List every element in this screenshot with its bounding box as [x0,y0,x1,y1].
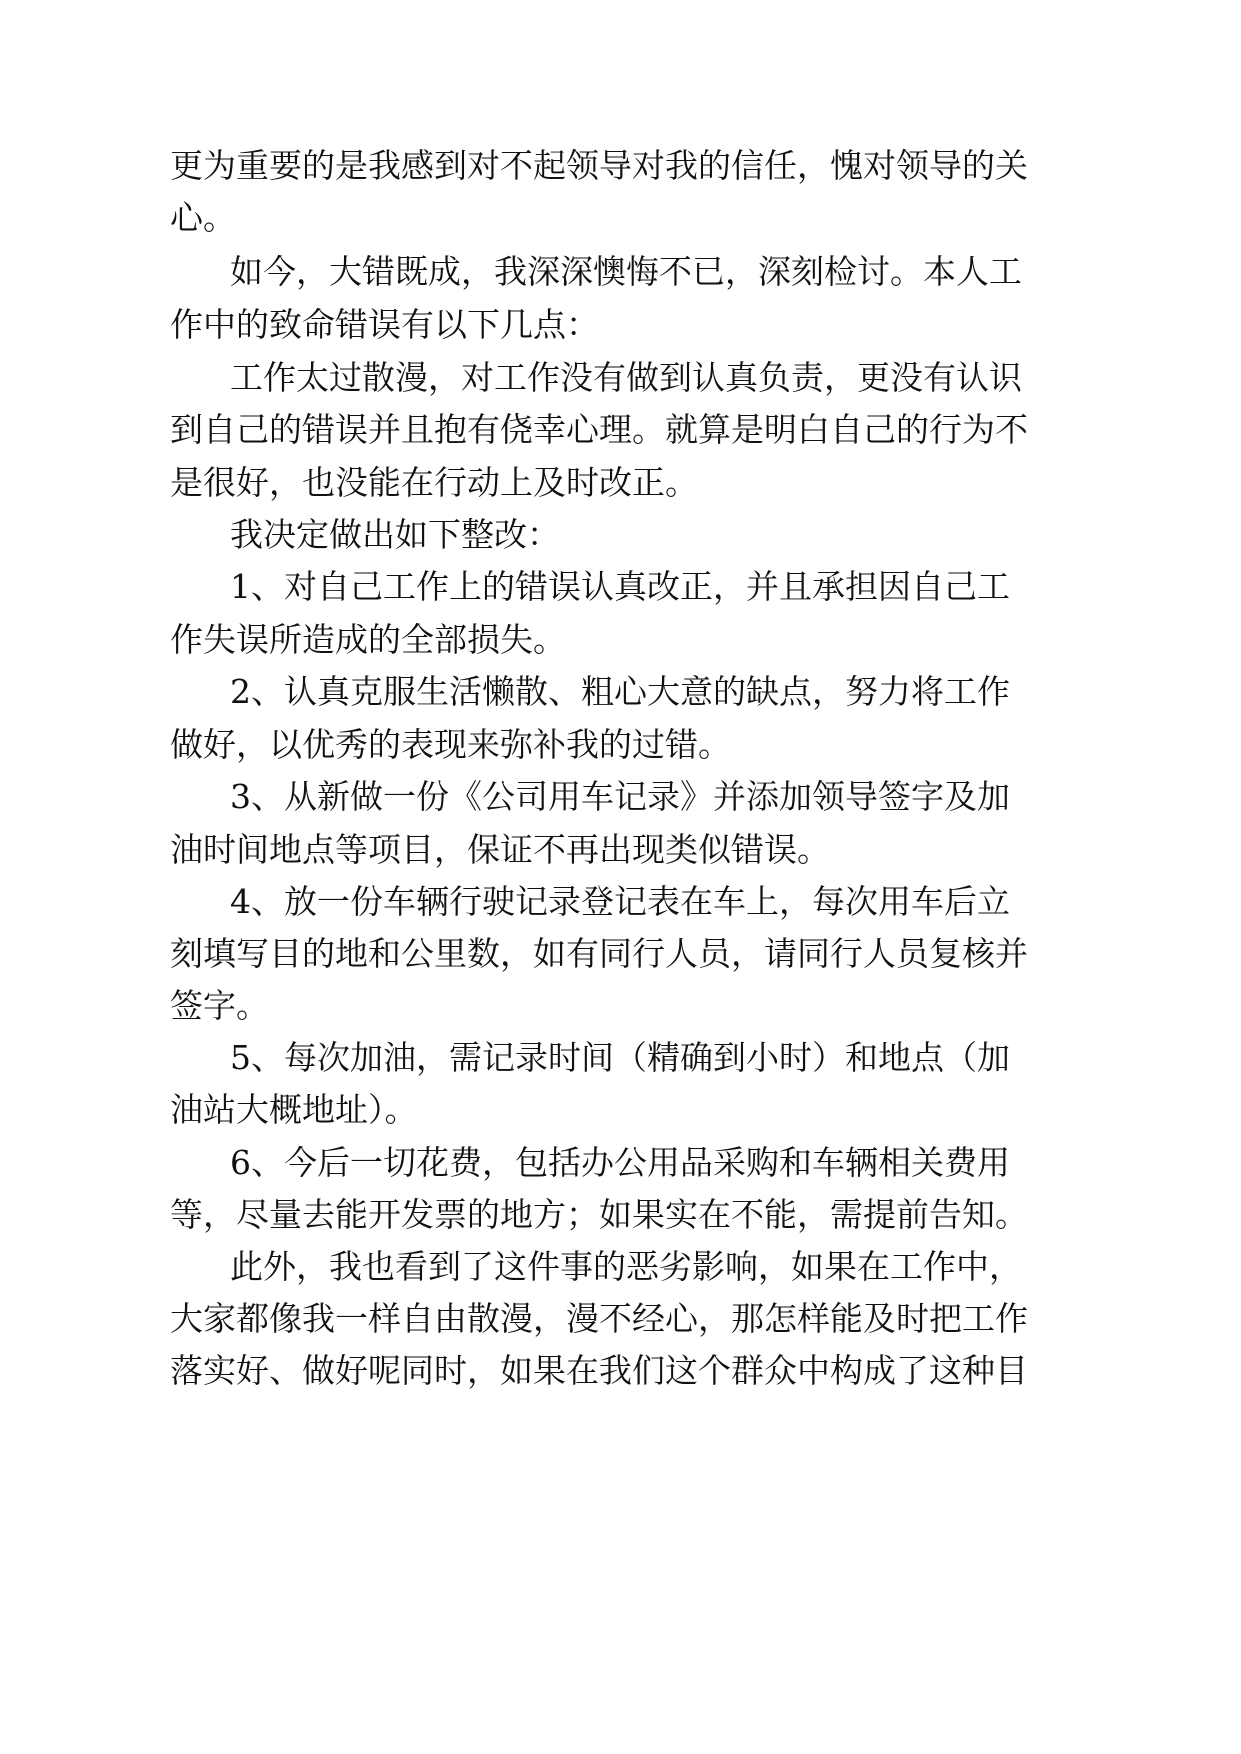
text-line-content: 如今，大错既成，我深深懊悔不已，深刻检讨。本人工 [230,252,1022,291]
text-line-content: 是很好，也没能在行动上及时改正。 [170,463,698,502]
text-line-content: 1、对自己工作上的错误认真改正，并且承担因自己工 [230,567,1010,606]
text-line-content: 6、今后一切花费，包括办公用品采购和车辆相关费用 [230,1143,1010,1182]
text-line-content: 2、认真克服生活懒散、粗心大意的缺点，努力将工作 [230,672,1010,711]
text-line-content: 刻填写目的地和公里数，如有同行人员，请同行人员复核并 [170,934,1028,973]
text-line-content: 作中的致命错误有以下几点： [170,305,599,344]
text-line-content: 落实好、做好呢同时，如果在我们这个群众中构成了这种目 [170,1351,1028,1390]
text-line-content: 我决定做出如下整改： [230,515,560,554]
text-line-content: 3、从新做一份《公司用车记录》并添加领导签字及加 [230,777,1010,816]
text-line [0,1339,1241,1403]
text-line-content: 油站大概地址）。 [170,1090,418,1129]
text-line-content: 更为重要的是我感到对不起领导对我的信任，愧对领导的关 [170,146,1028,185]
text-line-content: 心。 [170,198,236,237]
text-line-content: 工作太过散漫，对工作没有做到认真负责，更没有认识 [230,358,1022,397]
text-line-content: 做好，以优秀的表现来弥补我的过错。 [170,725,731,764]
text-line-content: 油时间地点等项目，保证不再出现类似错误。 [170,830,830,869]
text-line-content: 到自己的错误并且抱有侥幸心理。就算是明白自己的行为不 [170,410,1028,449]
text-line-content: 5、每次加油，需记录时间（精确到小时）和地点（加 [230,1038,1010,1077]
text-line-content: 作失误所造成的全部损失。 [170,620,566,659]
text-line-content: 此外，我也看到了这件事的恶劣影响，如果在工作中， [230,1247,1022,1286]
text-line-content: 大家都像我一样自由散漫，漫不经心，那怎样能及时把工作 [170,1299,1028,1338]
text-line-content: 签字。 [170,986,269,1025]
text-line-content: 4、放一份车辆行驶记录登记表在车上，每次用车后立 [230,882,1010,921]
text-line-content: 等，尽量去能开发票的地方；如果实在不能，需提前告知。 [170,1195,1028,1234]
